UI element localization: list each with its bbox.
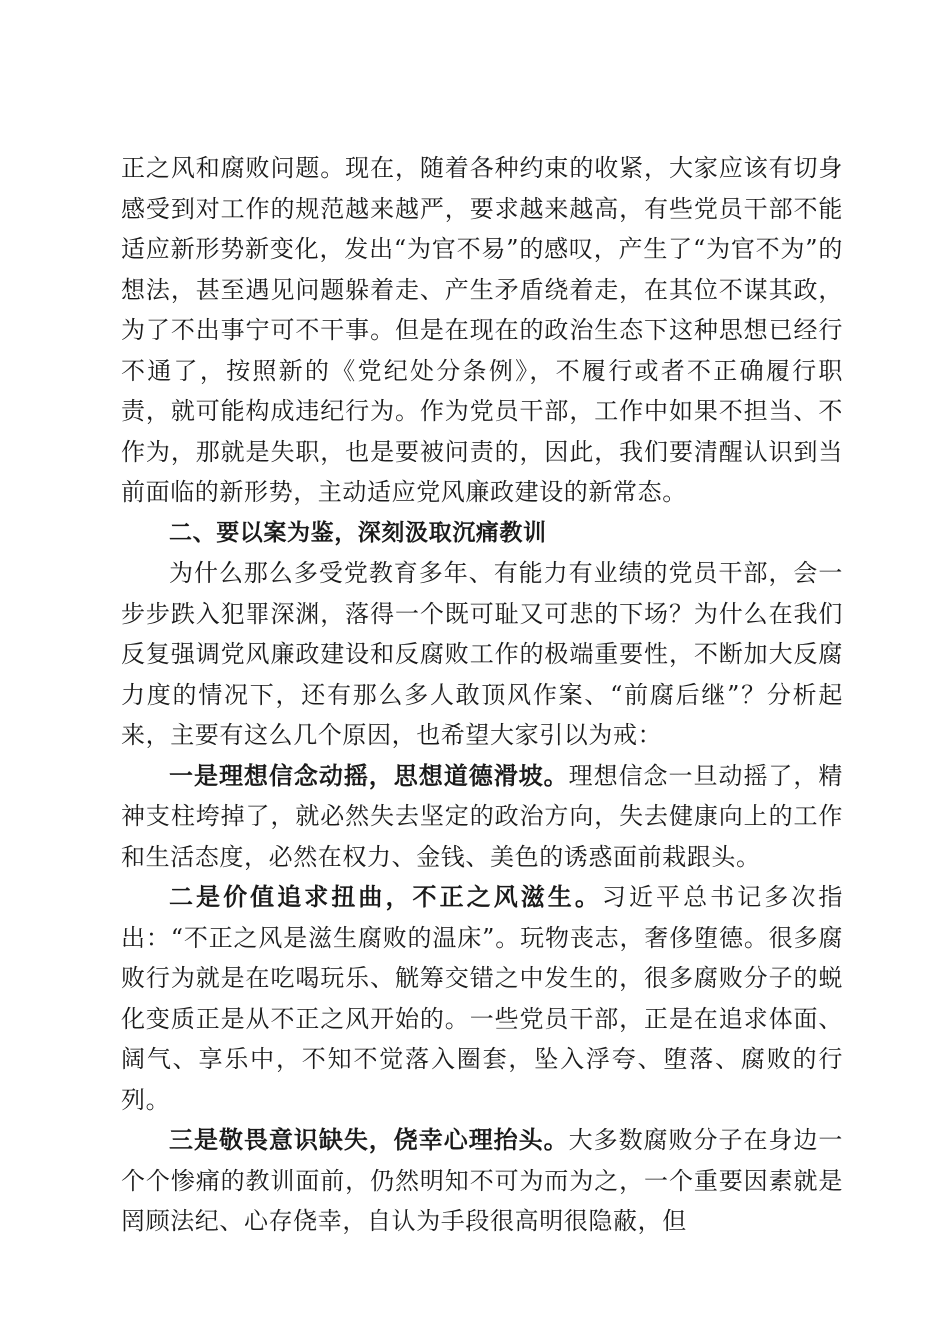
section-heading: 二、要以案为鉴，深刻汲取沉痛教训 bbox=[169, 519, 547, 546]
point-text-1: 理想信念一旦动摇了，精神支柱垮掉了，就必然失去坚定的政治方向，失去健康向上的工作和生活态度，必然在权力、金钱、美色的诱惑面前栽跟头。 bbox=[121, 761, 843, 871]
point-paragraph-2 bbox=[121, 877, 843, 1120]
point-lead-2: 二是价值追求扭曲，不正之风滋生。 bbox=[169, 883, 602, 911]
document-body bbox=[121, 148, 843, 1242]
point-paragraph-1 bbox=[121, 756, 843, 878]
paragraph-continuation: 正之风和腐败问题。现在，随着各种约束的收紧，大家应该有切身感受到对工作的规范越来越严，要求越来越高，有些党员干部不能适应新形势新变化，发出“为官不易”的感叹，产生了“为官不为”的想法，甚至遇见问题躲着走、产生矛盾绕着走，在其位不谋其政，为了不出事宁可不干事。但是在现在的政治生态下这种思想已经行不通了，按照新的《党纪处分条例》，不履行或者不正确履行职责，就可能构成违纪行为。作为党员干部，工作中如果不担当、不作为，那就是失职，也是要被问责的，因此，我们要清醒认识到当前面临的新形势，主动适应党风廉政建设的新常态。 bbox=[121, 154, 843, 506]
point-text-2: 习近平总书记多次指出：“不正之风是滋生腐败的温床”。玩物丧志，奢侈堕德。很多腐败行为就是在吃喝玩乐、觥筹交错之中发生的，很多腐败分子的蜕化变质正是从不正之风开始的。一些党员干部，正是在追求体面、阔气、享乐中，不知不觉落入圈套，坠入浮夸、堕落、腐败的行列。 bbox=[121, 883, 843, 1114]
point-lead-3: 三是敬畏意识缺失，侥幸心理抬头。 bbox=[169, 1126, 569, 1154]
point-lead-1: 一是理想信念动摇，思想道德滑坡。 bbox=[169, 761, 569, 790]
point-text-3: 大多数腐败分子在身边一个个惨痛的教训面前，仍然明知不可为而为之，一个重要因素就是罔顾法纪、心存侥幸，自认为手段很高明很隐蔽，但 bbox=[121, 1126, 843, 1235]
paragraph-intro: 为什么那么多受党教育多年、有能力有业绩的党员干部，会一步步跌入犯罪深渊，落得一个既可耻又可悲的下场？为什么在我们反复强调党风廉政建设和反腐败工作的极端重要性，不断加大反腐力度的情况下，还有那么多人敢顶风作案、“前腐后继”？分析起来，主要有这么几个原因，也希望大家引以为戒： bbox=[121, 559, 843, 749]
point-paragraph-3 bbox=[121, 1120, 843, 1242]
